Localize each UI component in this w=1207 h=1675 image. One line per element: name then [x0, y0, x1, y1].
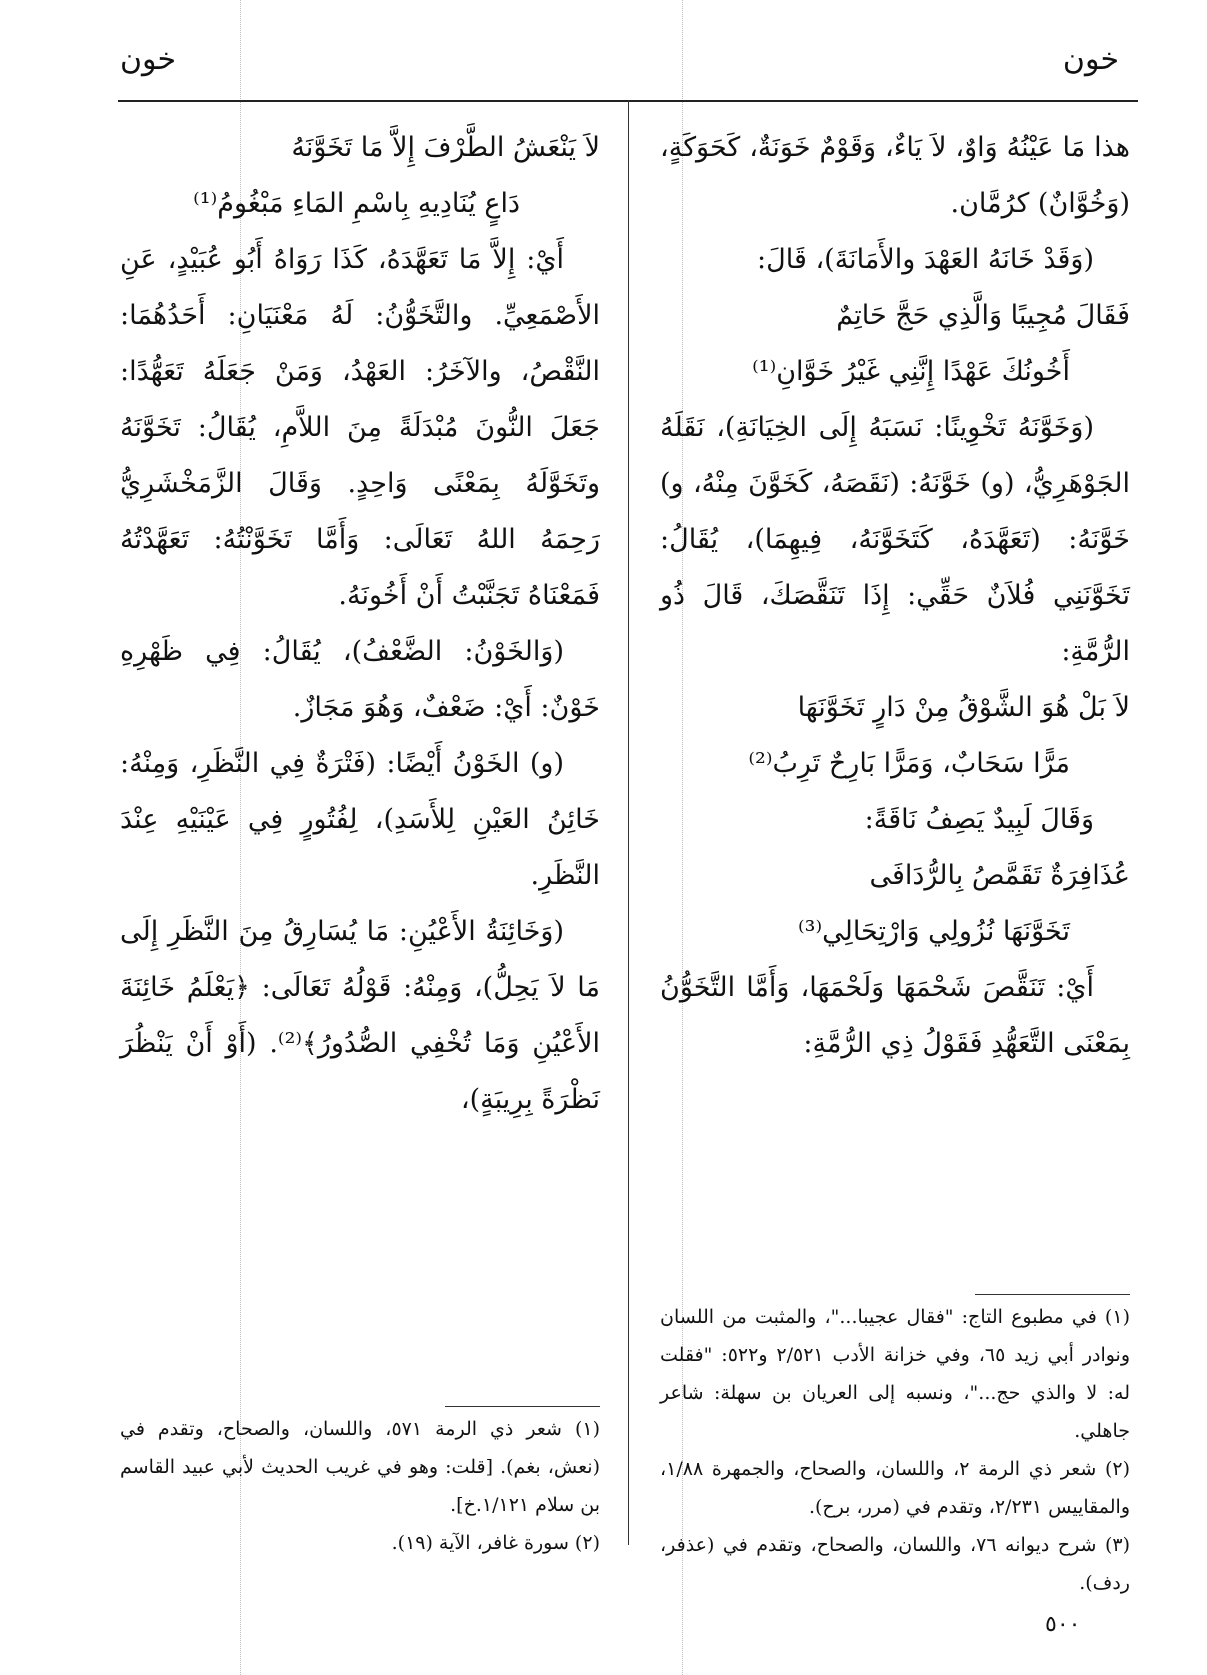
right-column — [660, 120, 1130, 1072]
footnote: (٣) شرح ديوانه ٧٦، واللسان، والصحاح، وتقدم في (عذفر، ردف). — [660, 1534, 1130, 1594]
paragraph: (وَخَوَّنَهُ تَخْوِينًا: نَسَبَهُ إِلَى الخِيَانَةِ)، نَقَلَهُ الجَوْهَرِيُّ، (و) خَوَّنَهُ: (نَقَصَهُ، كَخَوَّنَ مِنْهُ، و) خَوَّنَهُ: (تَعَهَّدَهُ، كَتَخَوَّنَهُ، فِيهِمَا)، يُقَالُ: تَخَوَّنَنِي فُلاَنٌ حَقِّي: إِذَا تَنَقَّصَكَ، قَالَ ذُو الرُّمَّةِ: — [660, 412, 1130, 667]
verse-first-hemistich: عُذَافِرَةٌ تَقَمَّصُ بِالرُّدَافَى — [869, 860, 1130, 891]
paragraph: أَيْ: تَنَقَّصَ شَحْمَهَا وَلَحْمَهَا، وَأَمَّا التَّخَوُّنُ بِمَعْنَى التَّعَهُّدِ فَقَوْلُ ذِي الرُّمَّةِ: — [660, 972, 1130, 1059]
paragraph: (وَخَائِنَةُ الأَعْيُنِ: مَا يُسَارِقُ مِنَ النَّظَرِ إِلَى مَا لاَ يَحِلُّ)، وَمِنْهُ: قَوْلُهُ تَعَالَى: ﴿يَعْلَمُ خَائِنَةَ الأَعْيُنِ وَمَا تُخْفِي الصُّدُورُ﴾⁽²⁾. (أَوْ أَنْ يَنْظُرَ نَظْرَةً بِرِيبَةٍ)، — [120, 916, 601, 1115]
verse-second-hemistich: مَرًّا سَحَابٌ، وَمَرًّا بَارِحٌ تَرِبُ⁽²⁾ — [748, 748, 1070, 779]
footnote-rule — [445, 1406, 600, 1407]
left-column — [120, 120, 600, 1128]
column-divider — [628, 100, 629, 1545]
header-entry-word-right: خون — [1062, 42, 1119, 77]
verse-second-hemistich: أَخُونُكَ عَهْدًا إِنَّنِي غَيْرُ خَوَّانِ⁽¹⁾ — [752, 356, 1070, 387]
paragraph: وَقَالَ لَبِيدٌ يَصِفُ نَاقَةً: — [864, 804, 1094, 835]
right-footnotes — [660, 1298, 1130, 1602]
footnote: (٢) شعر ذي الرمة ٢، واللسان، والصحاح، والجمهرة ١/٨٨، والمقاييس ٢/٢٣١، وتقدم في (مرر، برح). — [660, 1458, 1130, 1518]
page-number: ٥٠٠ — [1045, 1612, 1081, 1637]
footnote: (١) شعر ذي الرمة ٥٧١، واللسان، والصحاح، وتقدم في (نعش، بغم). [قلت: وهو في غريب الحديث لأبي عبيد القاسم بن سلام ١/١٢١.خ]. — [120, 1418, 600, 1516]
paragraph: أَيْ: إِلاَّ مَا تَعَهَّدَهُ، كَذَا رَوَاهُ أَبُو عُبَيْدٍ، عَنِ الأَصْمَعِيِّ. والتَّخَوُّنُ: لَهُ مَعْنَيَانِ: أَحَدُهُمَا: النَّقْصُ، والآخَرُ: العَهْدُ، وَمَنْ جَعَلَهُ تَعَهُّدًا: جَعَلَ النُّونَ مُبْدَلَةً مِنَ اللاَّمِ، يُقَالُ: تَخَوَّنَهُ وتَخَوَّلَهُ بِمَعْنًى وَاحِدٍ. وَقَالَ الزَّمَخْشَرِيُّ رَحِمَهُ اللهُ تَعَالَى: وَأَمَّا تَخَوَّنْتُهُ: تَعَهَّدْتُهُ فَمَعْنَاهُ تَجَنَّبْتُ أَنْ أَخُونَهُ. — [120, 244, 600, 611]
paragraph: هذا مَا عَيْنُهُ وَاوٌ، لاَ يَاءٌ، وَقَوْمٌ خَوَنَةٌ، كَحَوَكَةٍ، (وَخُوَّانٌ) كرُمَّان. — [660, 132, 1130, 219]
paragraph: (وَقَدْ خَانَهُ العَهْدَ والأَمَانَةَ)، قَالَ: — [757, 244, 1094, 275]
verse-first-hemistich: لاَ بَلْ هُوَ الشَّوْقُ مِنْ دَارٍ تَخَوَّنَهَا — [797, 692, 1130, 723]
paragraph: (و) الخَوْنُ أَيْضًا: (فَتْرَةٌ فِي النَّظَرِ، وَمِنْهُ: خَائِنُ العَيْنِ لِلأَسَدِ)، لِفُتُورٍ فِي عَيْنَيْهِ عِنْدَ النَّظَرِ. — [120, 748, 600, 891]
verse-first-hemistich: لاَ يَنْعَشُ الطَّرْفَ إِلاَّ مَا تَخَوَّنَهُ — [291, 132, 600, 163]
footnote: (٢) سورة غافر، الآية (١٩). — [391, 1532, 600, 1554]
verse-second-hemistich: دَاعٍ يُنَادِيهِ بِاسْمِ المَاءِ مَبْغُومُ⁽¹⁾ — [193, 188, 520, 219]
header-entry-word-left: خون — [120, 42, 177, 77]
verse-second-hemistich: تَخَوَّنَهَا نُزُولِي وَارْتِحَالِي⁽³⁾ — [797, 916, 1070, 947]
verse-first-hemistich: فَقَالَ مُجِيبًا وَالَّذِي حَجَّ حَاتِمٌ — [836, 300, 1130, 331]
left-footnotes — [120, 1410, 600, 1562]
footnote: (١) في مطبوع التاج: "فقال عجيبا..."، والمثبت من اللسان ونوادر أبي زيد ٦٥، وفي خزانة الأدب ٢/٥٢١ و٥٢٢: "فقلت له: لا والذي حج..."، ونسبه إلى العريان بن سهلة: شاعر جاهلي. — [660, 1306, 1131, 1442]
paragraph: (وَالخَوْنُ: الضَّعْفُ)، يُقَالُ: فِي ظَهْرِهِ خَوْنٌ: أَيْ: ضَعْفٌ، وَهُوَ مَجَازٌ. — [120, 636, 600, 723]
footnote-rule — [975, 1294, 1130, 1295]
